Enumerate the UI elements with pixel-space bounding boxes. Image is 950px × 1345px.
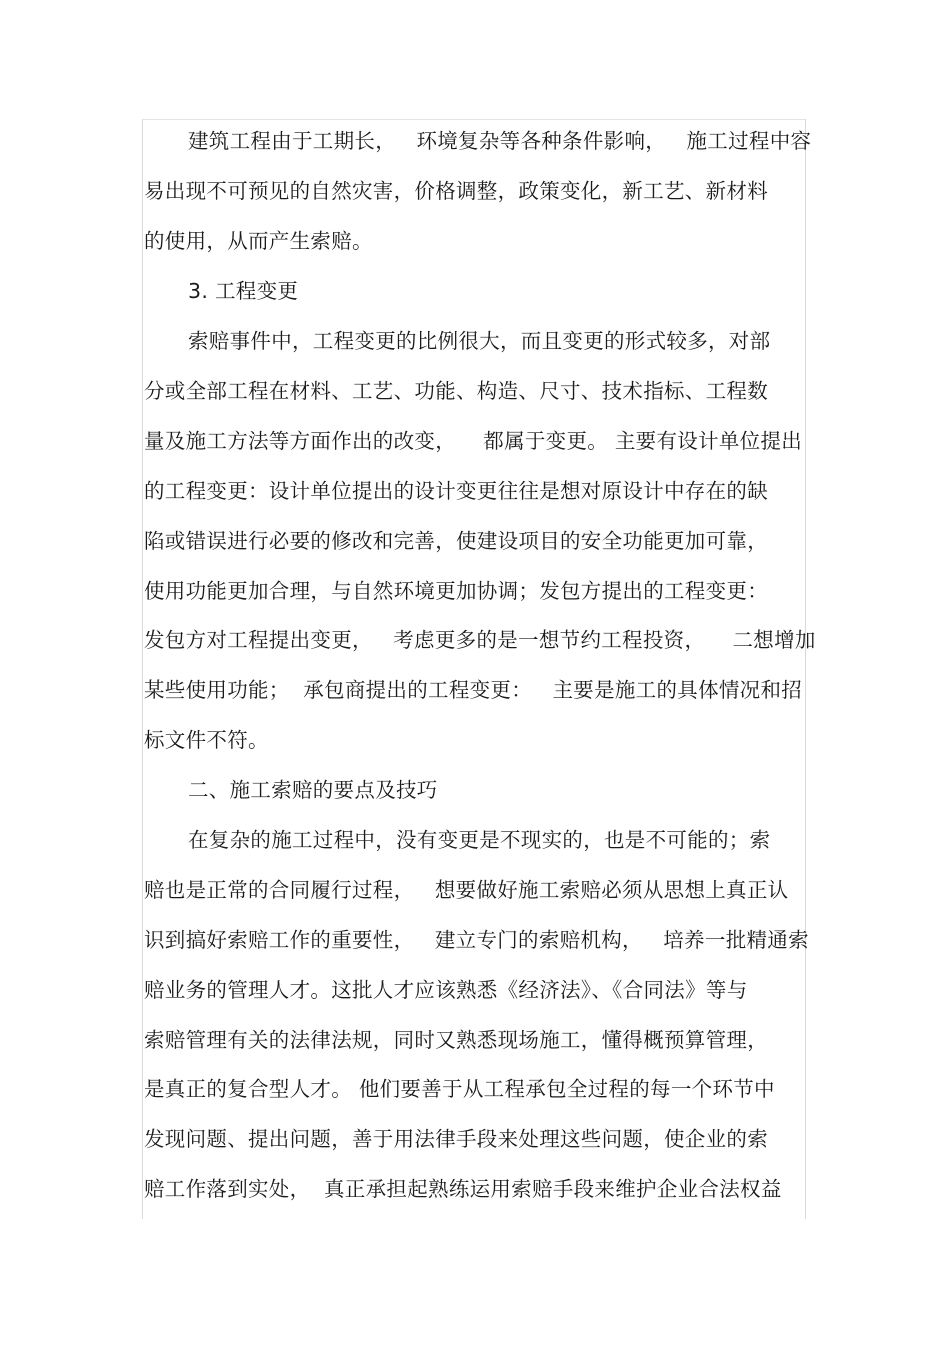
text-line: 赔工作落到实处， 真正承担起熟练运用索赔手段来维护企业合法权益 [144, 1177, 782, 1201]
text-line: 发包方对工程提出变更， 考虑更多的是一想节约工程投资， 二想增加 [144, 628, 816, 652]
section-heading: 二、施工索赔的要点及技巧 [188, 778, 438, 802]
text-line: 的使用，从而产生索赔。 [144, 229, 373, 253]
text-line: 赔业务的管理人才。这批人才应该熟悉《经济法》、《合同法》等与 [144, 978, 748, 1002]
text-line: 在复杂的施工过程中，没有变更是不现实的，也是不可能的；索 [188, 828, 771, 852]
text-line: 易出现不可预见的自然灾害，价格调整，政策变化，新工艺、新材料 [144, 179, 768, 203]
text-line: 索赔管理有关的法律法规，同时又熟悉现场施工，懂得概预算管理， [144, 1028, 768, 1052]
text-line: 陷或错误进行必要的修改和完善，使建设项目的安全功能更加可靠， [144, 529, 768, 553]
text-line: 发现问题、提出问题，善于用法律手段来处理这些问题，使企业的索 [144, 1127, 768, 1151]
text-line: 的工程变更：设计单位提出的设计变更往往是想对原设计中存在的缺 [144, 479, 768, 503]
text-line: 分或全部工程在材料、工艺、功能、构造、尺寸、技术指标、工程数 [144, 379, 768, 403]
text-line: 使用功能更加合理，与自然环境更加协调；发包方提出的工程变更： [144, 579, 768, 603]
text-line: 赔也是正常的合同履行过程， 想要做好施工索赔必须从思想上真正认 [144, 878, 789, 902]
text-line: 建筑工程由于工期长， 环境复杂等各种条件影响， 施工过程中容 [188, 129, 812, 153]
section-heading: 3. 工程变更 [188, 279, 299, 303]
text-line: 某些使用功能； 承包商提出的工程变更： 主要是施工的具体情况和招 [144, 678, 803, 702]
text-line: 量及施工方法等方面作出的改变， 都属于变更。 主要有设计单位提出 [144, 429, 803, 453]
text-line: 识到搞好索赔工作的重要性， 建立专门的索赔机构， 培养一批精通索 [144, 928, 809, 952]
text-line: 是真正的复合型人才。 他们要善于从工程承包全过程的每一个环节中 [144, 1077, 775, 1101]
text-line: 索赔事件中，工程变更的比例很大，而且变更的形式较多，对部 [188, 329, 771, 353]
text-line: 标文件不符。 [144, 728, 269, 752]
